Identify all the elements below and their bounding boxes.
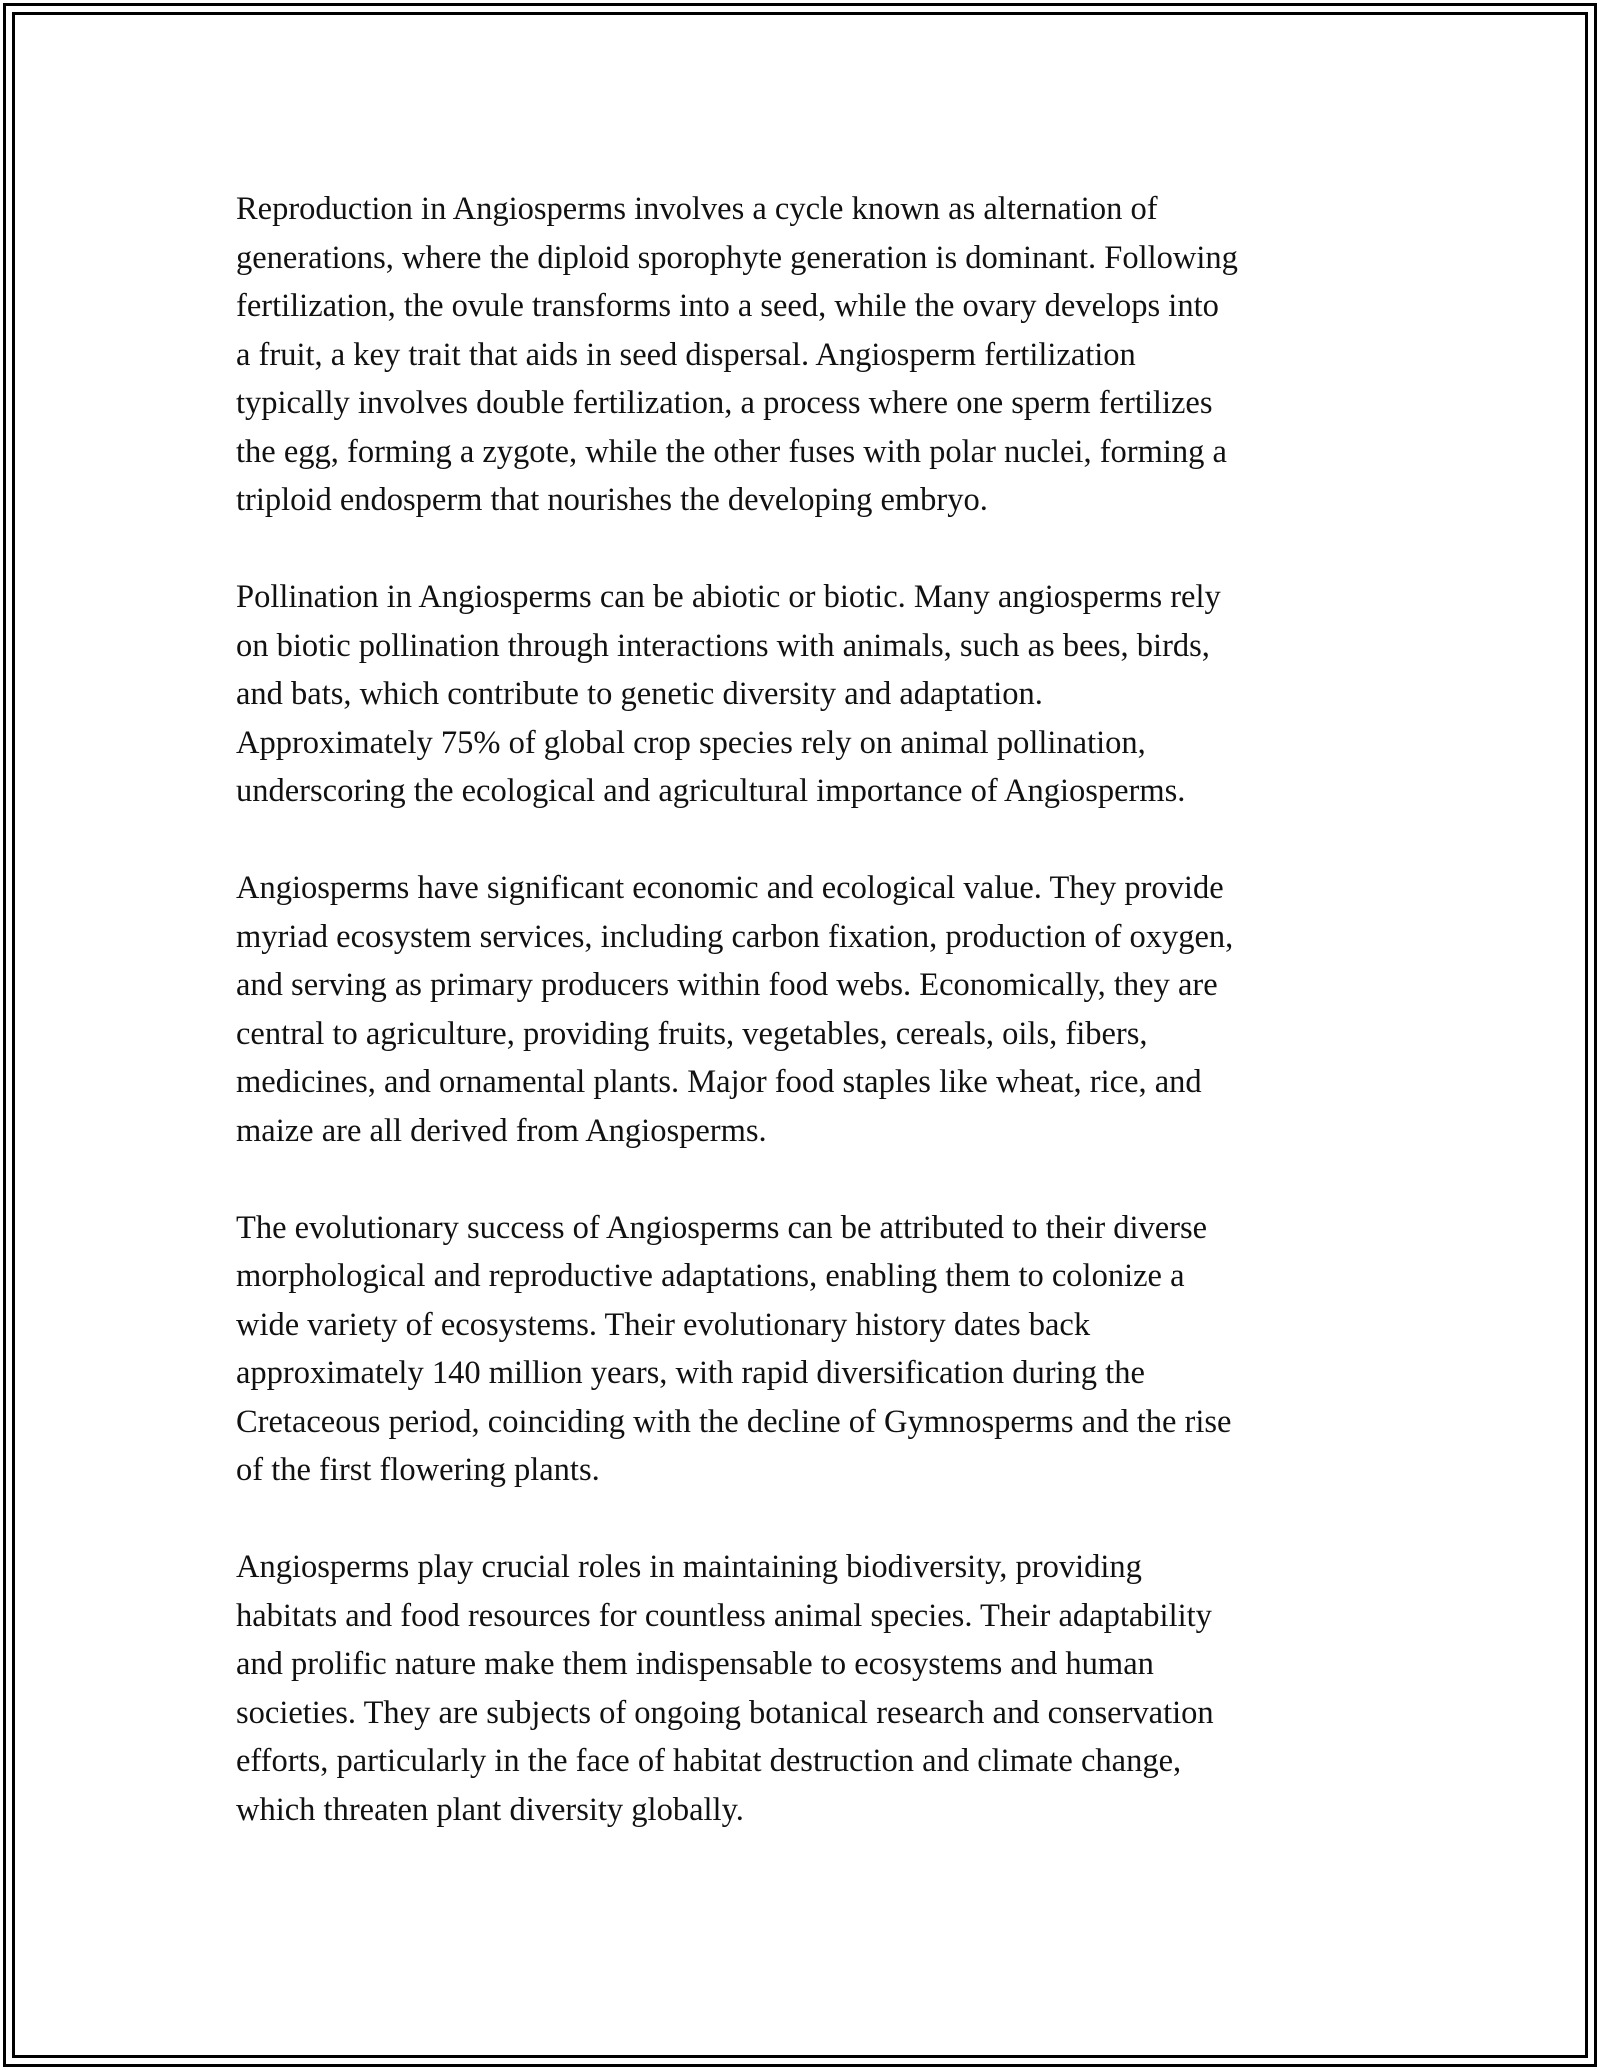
text-line: and bats, which contribute to genetic diversity and adaptation. (236, 676, 1043, 712)
paragraph-economic-value (236, 864, 1376, 1155)
text-line: Angiosperms have significant economic and ecological value. They provide (236, 870, 1224, 906)
text-line: habitats and food resources for countless animal species. Their adaptability (236, 1597, 1212, 1634)
text-line: Approximately 75% of global crop species rely on animal pollination, (236, 724, 1146, 761)
text-line: myriad ecosystem services, including carbon fixation, production of oxygen, (236, 918, 1234, 955)
document-body (236, 185, 1376, 1834)
text-line: Reproduction in Angiosperms involves a cycle known as alternation of (236, 191, 1158, 227)
paragraph-pollination (236, 573, 1376, 816)
paragraph-reproduction (236, 185, 1376, 525)
text-line: and serving as primary producers within food webs. Economically, they are (236, 967, 1218, 1003)
text-line: the egg, forming a zygote, while the other fuses with polar nuclei, forming a (236, 433, 1227, 470)
text-line: medicines, and ornamental plants. Major food staples like wheat, rice, and (236, 1064, 1202, 1100)
text-line: a fruit, a key trait that aids in seed dispersal. Angiosperm fertilization (236, 336, 1136, 373)
text-line: which threaten plant diversity globally. (236, 1791, 744, 1828)
text-line: societies. They are subjects of ongoing botanical research and conservation (236, 1694, 1214, 1731)
text-line: The evolutionary success of Angiosperms can be attributed to their diverse (236, 1209, 1208, 1246)
text-line: fertilization, the ovule transforms into a seed, while the ovary develops into (236, 288, 1219, 324)
text-line: typically involves double fertilization, a process where one sperm fertilizes (236, 385, 1213, 421)
paragraph-biodiversity (236, 1543, 1376, 1834)
text-line: triploid endosperm that nourishes the developing embryo. (236, 482, 988, 518)
text-line: Cretaceous period, coinciding with the decline of Gymnosperms and the rise (236, 1403, 1232, 1440)
text-line: approximately 140 million years, with rapid diversification during the (236, 1355, 1145, 1391)
text-line: maize are all derived from Angiosperms. (236, 1112, 767, 1149)
text-line: of the first flowering plants. (236, 1452, 600, 1488)
text-line: morphological and reproductive adaptations, enabling them to colonize a (236, 1258, 1185, 1294)
text-line: generations, where the diploid sporophyte generation is dominant. Following (236, 239, 1238, 276)
text-line: on biotic pollination through interactions with animals, such as bees, birds, (236, 627, 1210, 664)
text-line: central to agriculture, providing fruits, vegetables, cereals, oils, fibers, (236, 1015, 1148, 1052)
text-line: Angiosperms play crucial roles in maintaining biodiversity, providing (236, 1549, 1142, 1585)
text-line: wide variety of ecosystems. Their evolutionary history dates back (236, 1306, 1091, 1343)
paragraph-evolution (236, 1204, 1376, 1495)
text-line: efforts, particularly in the face of habitat destruction and climate change, (236, 1743, 1182, 1779)
text-line: and prolific nature make them indispensable to ecosystems and human (236, 1646, 1154, 1682)
text-line: underscoring the ecological and agricultural importance of Angiosperms. (236, 773, 1186, 809)
text-line: Pollination in Angiosperms can be abiotic or biotic. Many angiosperms rely (236, 579, 1221, 615)
